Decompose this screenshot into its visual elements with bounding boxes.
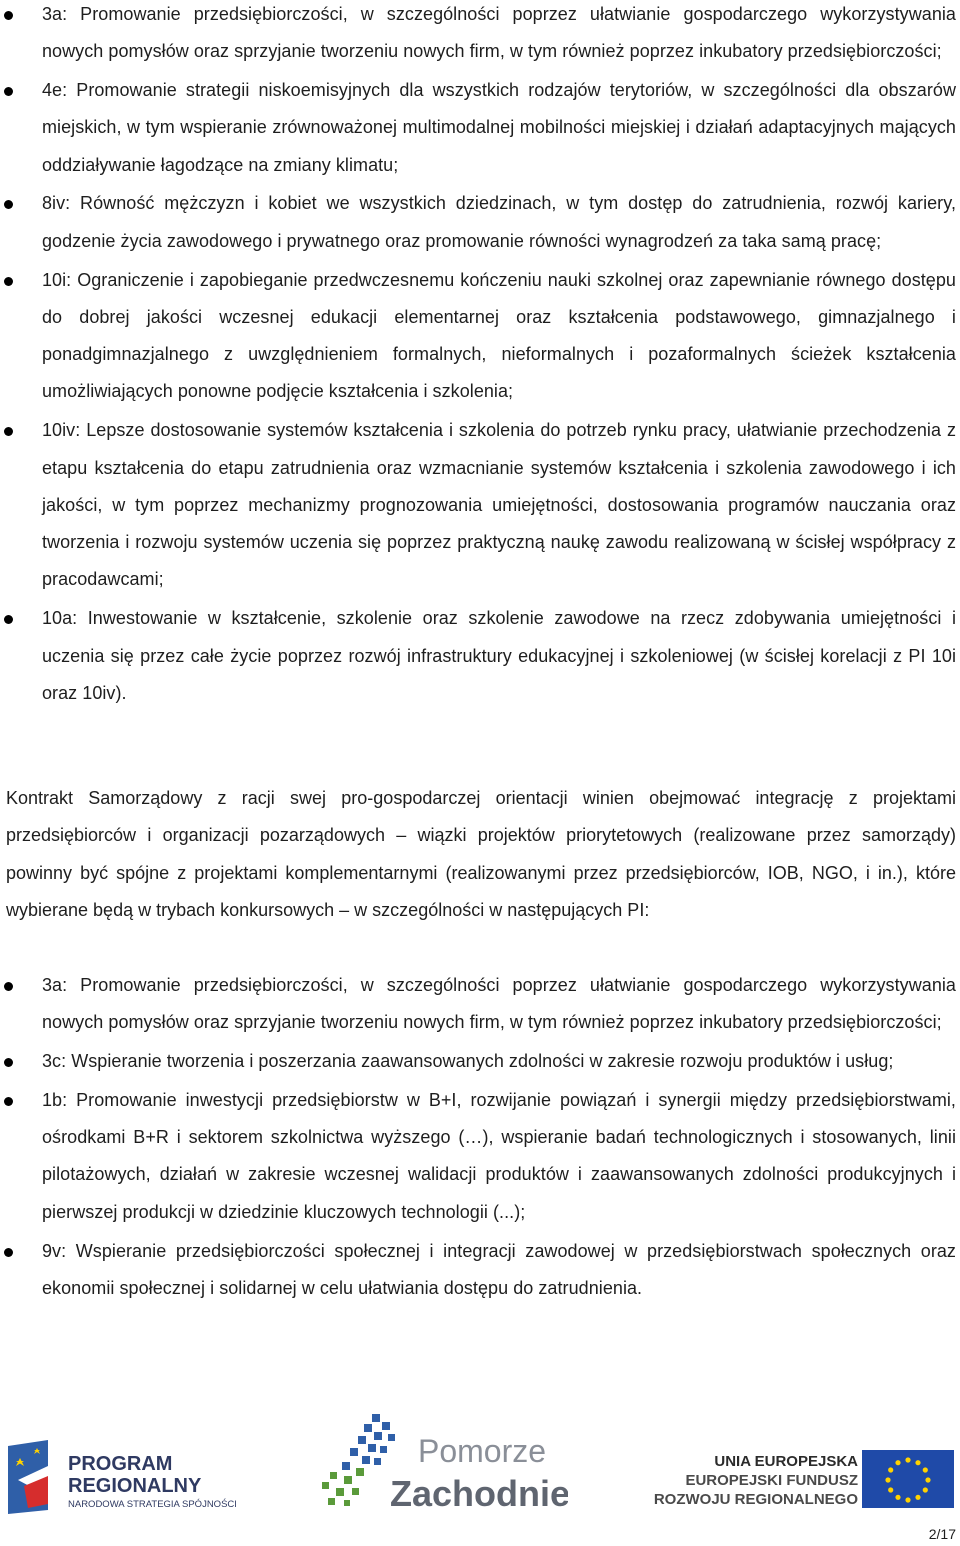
list-item-text: 3c: Wspieranie tworzenia i poszerzania zaawansowanych zdolności w zakresie rozwoju produktów i usług; — [42, 1051, 894, 1072]
bullet — [4, 982, 13, 991]
priority-list-bottom — [0, 967, 956, 1307]
list-item-text: 9v: Wspieranie przedsiębiorczości społecznej i integracji zawodowej w przedsiębiorstwach społecznych oraz ekonomii społecznej i solidarnej w celu ułatwiania dostępu do zatrudnienia. — [42, 1240, 956, 1298]
list-item-text: 4e: Promowanie strategii niskoemisyjnych dla wszystkich rodzajów terytoriów, w szczególności dla obszarów miejskich, w tym wspieranie zrównoważonej multimodalnej mobilności miejskiej i działań adaptacyjnych mających oddziaływanie łagodzące na zmiany klimatu; — [42, 80, 956, 175]
list-item — [0, 967, 956, 1042]
pomorze-line2: Zachodnie — [390, 1473, 568, 1514]
list-item — [0, 0, 956, 71]
list-item-text: 10i: Ograniczenie i zapobieganie przedwczesnemu kończeniu nauki szkolnej oraz zapewnianie równego dostępu do dobrej jakości wczesnej edukacji elementarnej oraz kształcenia podstawowego, gimnazjalnego i ponadgimnazjalnego z uwzględnieniem formalnych, nieformalnych i pozaformalnych ścieżek kształcenia umożliwiających ponowne podjęcie kształcenia i szkolenia; — [42, 269, 956, 402]
list-item-text: 10iv: Lepsze dostosowanie systemów kształcenia i szkolenia do potrzeb rynku pracy, ułatwianie przechodzenia z etapu kształcenia do etapu zatrudnienia oraz wzmacnianie systemów kształcenia i szkolenia zawodowego i ich jakości, w tym poprzez mechanizmy prognozowania umiejętności, dostosowania programów nauczania oraz tworzenia i rozwoju systemów uczenia się poprzez praktyczną naukę zawodu realizowaną w ścisłej współpracy z pracodawcami; — [42, 420, 956, 590]
list-item-text: 10a: Inwestowanie w kształcenie, szkolenie oraz szkolenie zawodowe na rzecz zdobywania umiejętności i uczenia się przez całe życie poprzez rozwój infrastruktury edukacyjnej i szkoleniowej (w ścisłej korelacji z PI 10i oraz 10iv). — [42, 608, 956, 703]
flag-icon — [8, 1440, 48, 1514]
program-line2: REGIONALNY — [68, 1475, 202, 1497]
bullet — [4, 11, 13, 20]
list-item — [0, 600, 956, 712]
pomorze-line1: Pomorze — [418, 1433, 547, 1469]
eu-flag-icon — [862, 1450, 954, 1508]
bullet — [4, 1248, 13, 1257]
bullet — [4, 277, 13, 286]
bullet — [4, 200, 13, 209]
list-item — [0, 262, 956, 411]
bullet — [4, 427, 13, 436]
bullet — [4, 1097, 13, 1106]
eu-fund-logo — [648, 1448, 956, 1510]
list-item-text: 1b: Promowanie inwestycji przedsiębiorstw w B+I, rozwijanie powiązań i synergii między przedsiębiorstwami, ośrodkami B+R i sektorem szkolnictwa wyższego (…), wspieranie badań technologicznych i stosowanych, linii pilotażowych, działań w zakresie wczesnej walidacji produktów i zaawansowanych zdolności produkcyjnych i pierwszej produkcji w dziedzinie kluczowych technologii (...); — [42, 1089, 956, 1222]
ue-line3: ROZWOJU REGIONALNEGO — [653, 1491, 858, 1508]
pixel-bird-icon — [322, 1414, 395, 1506]
list-item-text: 3a: Promowanie przedsiębiorczości, w szczególności poprzez ułatwianie gospodarczego wykorzystywania nowych pomysłów oraz sprzyjanie tworzeniu nowych firm, w tym również poprzez inkubatory przedsiębiorczości; — [42, 975, 956, 1033]
contract-paragraph: Kontrakt Samorządowy z racji swej pro-gospodarczej orientacji winien obejmować integrację z projektami przedsiębiorców i organizacji pozarządowych – wiązki projektów priorytetowych (realizowane przez samorządy) powinny być spójne z projektami komplementarnymi (realizowanymi przez przedsiębiorców, IOB, NGO, i in.), które wybierane będą w trybach konkursowych – w szczególności w następujących PI: — [6, 788, 956, 920]
ue-line1: UNIA EUROPEJSKA — [714, 1453, 858, 1470]
list-item — [0, 412, 956, 598]
program-line1: PROGRAM — [68, 1453, 173, 1475]
list-item — [0, 185, 956, 260]
list-item — [0, 72, 956, 184]
page-number: 2/17 — [928, 1526, 956, 1542]
list-item-text: 8iv: Równość mężczyzn i kobiet we wszystkich dziedzinach, w tym dostęp do zatrudnienia, rozwój kariery, godzenie życia zawodowego i prywatnego oraz promowanie równości wynagrodzeń za taka samą pracę; — [42, 193, 956, 251]
pomorze-zachodnie-logo — [318, 1410, 568, 1520]
ue-line2: EUROPEJSKI FUNDUSZ — [685, 1472, 858, 1489]
list-item-text: 3a: Promowanie przedsiębiorczości, w szczególności poprzez ułatwianie gospodarczego wykorzystywania nowych pomysłów oraz sprzyjanie tworzeniu nowych firm, w tym również poprzez inkubatory przedsiębiorczości; — [42, 4, 956, 62]
bullet — [4, 615, 13, 624]
priority-list-top — [0, 0, 956, 712]
list-item — [0, 1082, 956, 1231]
list-item — [0, 1233, 956, 1308]
list-item — [0, 1043, 956, 1080]
bullet — [4, 87, 13, 96]
program-line3: NARODOWA STRATEGIA SPÓJNOŚCI — [68, 1499, 237, 1510]
program-regionalny-logo — [4, 1436, 254, 1516]
bullet — [4, 1058, 13, 1067]
